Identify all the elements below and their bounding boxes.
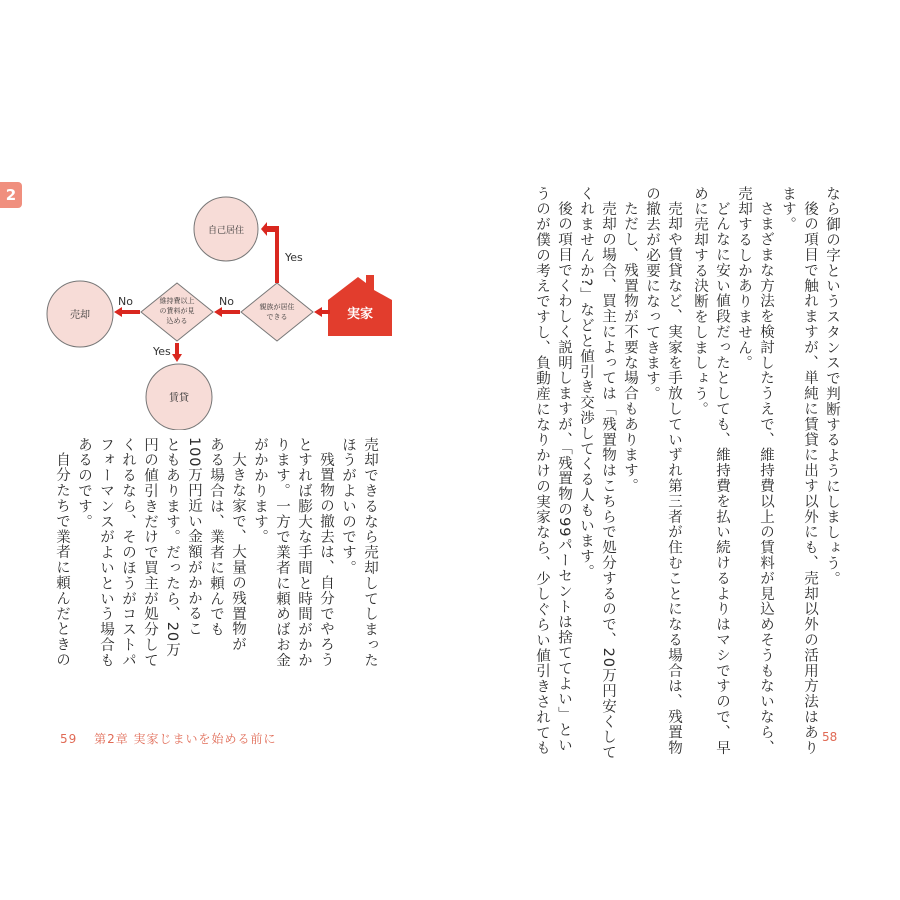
text-column: うのが僕の考えですし、負動産になりかけの実家なら、少しぐらい値引きされても — [534, 186, 550, 756]
text-column: ただし、残置物が不要な場合もあります。 — [622, 201, 638, 494]
page-number-right: 58 — [822, 730, 838, 744]
yes-label-lower: Yes — [153, 345, 171, 358]
chapter-tab: 2 — [0, 182, 22, 208]
decision-relatives-label-2: できる — [266, 313, 288, 321]
outcome-self-label: 自己居住 — [207, 226, 245, 236]
arrow-q2-to-sell — [114, 307, 140, 317]
decision-relatives-label-1: 親族が居住 — [259, 303, 295, 311]
arrow-q2-to-rent — [172, 343, 182, 362]
no-label-left: No — [118, 295, 133, 308]
text-column: どんなに安い値段だったとしても、維持費を払い続けるよりはマシですので、早 — [714, 201, 730, 756]
no-label-middle: No — [219, 295, 234, 308]
text-column: 後の項目で触れますが、単純に賃貸に出す以外にも、売却以外の活用方法はあり — [802, 201, 818, 756]
text-column: ある場合は、業者に頼んでも — [208, 437, 224, 638]
text-column: がかかります。 — [252, 437, 268, 545]
house-label: 実家 — [346, 307, 374, 322]
text-column: フォーマンスがよいという場合も — [98, 437, 114, 668]
decision-rent-label-1: 維持費以上 — [159, 297, 195, 305]
yes-label-upper: Yes — [285, 251, 303, 264]
text-column: くれるなら、そのほうがコストパ — [120, 437, 136, 668]
text-column: 後の項目でくわしく説明しますが、「残置物の99パーセントは捨ててよい」とい — [556, 201, 572, 754]
text-column: の撤去が必要になってきます。 — [644, 186, 660, 402]
text-column: さまざまな方法を検討したうえで、維持費以上の賃料が見込めそうもないなら、 — [758, 201, 774, 756]
right-page — [450, 0, 900, 900]
text-column: 自分たちで業者に頼んだときの — [54, 452, 70, 668]
text-column: ります。一方で業者に頼めばお金 — [274, 437, 290, 668]
text-column: ともあります。だったら、20万 — [164, 437, 180, 658]
decision-relatives-diamond — [241, 283, 313, 341]
left-footer — [60, 730, 289, 747]
decision-rent-label-2: の賃料が見 — [159, 307, 195, 315]
text-column: 100万円近い金額がかかるこ — [186, 437, 202, 637]
arrow-q1-to-self — [261, 222, 279, 283]
text-column: めに売却する決断をしましょう。 — [692, 186, 708, 417]
text-column: 売却できるなら売却してしまった — [362, 437, 378, 668]
decision-rent-label-3: 込める — [166, 317, 188, 325]
flowchart — [0, 0, 450, 430]
text-column: 残置物の撤去は、自分でやろう — [318, 452, 334, 668]
arrow-house-to-q1 — [314, 307, 330, 317]
page-number-left: 59 — [60, 732, 78, 746]
text-column: ほうがよいのです。 — [340, 437, 356, 576]
text-column: とすれば膨大な手間と時間がかか — [296, 437, 312, 668]
text-column: 売却の場合、買主によっては「残置物はこちらで処分するので、20万円安くして — [600, 201, 616, 761]
outcome-rent-label: 賃貸 — [169, 393, 189, 404]
house-shape — [328, 275, 392, 336]
text-column: ます。 — [780, 186, 796, 233]
arrow-q1-to-q2 — [214, 307, 240, 317]
text-column: 売却や賃貸など、実家を手放していずれ第三者が住むことになる場合は、残置物 — [666, 201, 682, 756]
text-column: くれませんか?」などと値引き交渉してくる人もいます。 — [578, 186, 594, 580]
text-column: 売却するしかありません。 — [736, 186, 752, 371]
text-column: 大きな家で、大量の残置物が — [230, 452, 246, 653]
text-column: あるのです。 — [76, 437, 92, 530]
text-column: 円の値引きだけで買主が処分して — [142, 437, 158, 668]
running-head: 第2章 実家じまいを始める前に — [94, 732, 277, 746]
outcome-sell-label: 売却 — [70, 310, 90, 321]
text-column: なら御の字というスタンスで判断するようにしましょう。 — [824, 186, 840, 587]
